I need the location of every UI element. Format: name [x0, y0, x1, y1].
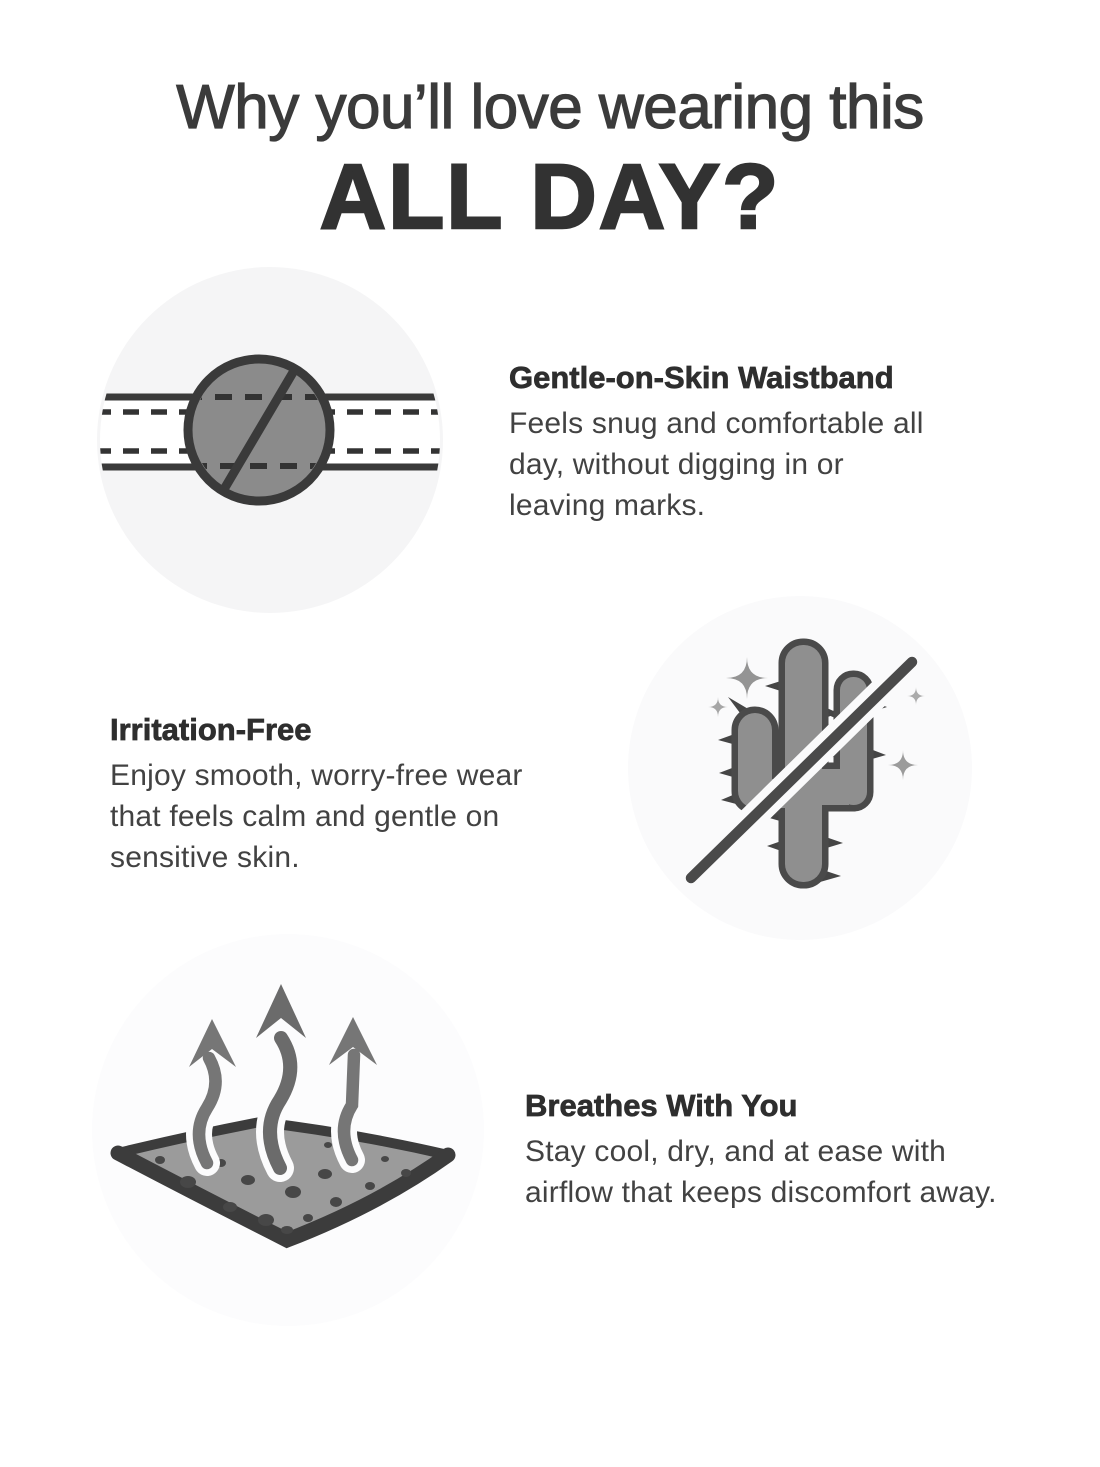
feature-title: Irritation-Free [110, 712, 312, 747]
feature-title: Gentle-on-Skin Waistband [509, 360, 894, 395]
description-line: airflow that keeps discomfort away. [525, 1176, 997, 1209]
waistband-no-dig-icon [95, 265, 445, 615]
description-line: Stay cool, dry, and at ease with [525, 1135, 947, 1168]
page-title: Why you’ll love wearing this [176, 73, 924, 142]
feature-text-irritation-free [110, 712, 600, 878]
feature-title: Breathes With You [525, 1088, 798, 1123]
hero-heading [0, 0, 1100, 250]
feature-description [509, 403, 989, 526]
description-line: sensitive skin. [110, 841, 300, 874]
breathable-fabric-icon [88, 930, 488, 1330]
description-line: leaving marks. [509, 489, 706, 522]
feature-description [110, 755, 600, 878]
feature-text-breathable [525, 1088, 1090, 1213]
description-line: that feels calm and gentle on [110, 800, 500, 833]
cactus-slash-icon [625, 593, 975, 943]
description-line: Enjoy smooth, worry-free wear [110, 759, 523, 792]
cactus-slash-icon [625, 593, 975, 943]
description-line: day, without digging in or [509, 448, 844, 481]
feature-text-waistband [509, 360, 989, 526]
feature-description [525, 1131, 1090, 1213]
page-title-emphasis: ALL DAY? [319, 146, 781, 248]
waistband-no-dig-icon [95, 265, 445, 615]
breathable-fabric-icon [88, 930, 488, 1330]
description-line: Feels snug and comfortable all [509, 407, 924, 440]
